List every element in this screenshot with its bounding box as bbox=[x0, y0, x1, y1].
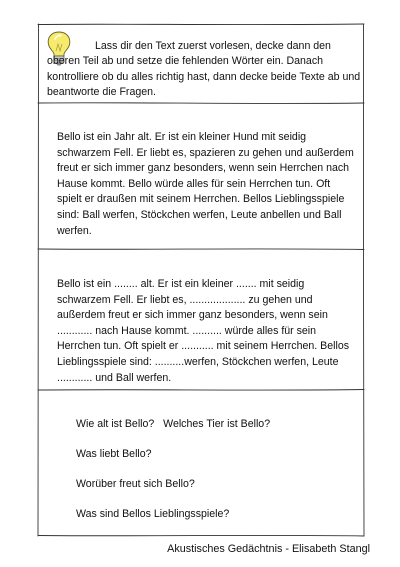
question-item: Was liebt Bello? bbox=[76, 448, 152, 460]
divider-3 bbox=[38, 390, 364, 391]
divider-1 bbox=[38, 103, 364, 104]
frame-top-border bbox=[38, 24, 364, 25]
divider-2 bbox=[38, 249, 364, 250]
story-gap-text: Bello ist ein ........ alt. Er ist ein kleiner ....... mit seidig schwarzem Fell. Er liebt es, ................... zu gehen und außerdem freut er sich immer ganz besonders, wenn sein ............ nach Hause kommt. .......... würde alles für sein Herrchen tun. Oft spielt er ........... mit seinem Herrchen. Bellos Lieblingsspiele sind: ..........werfen, Stöckchen werfen, Leute ............ und Ball werfen. bbox=[57, 278, 350, 384]
worksheet bbox=[37, 23, 365, 537]
frame-right-border bbox=[363, 24, 364, 536]
question-list bbox=[76, 418, 356, 538]
instruction-text: Lass dir den Text zuerst vorlesen, decke dann den oberen Teil ab und setze die fehlenden Wörter ein. Danach kontrolliere ob du alles richtig hast, dann decke beide Texte ab und beantworte die Fragen. bbox=[47, 40, 361, 99]
question-item: Wie alt ist Bello? Welches Tier ist Bello? bbox=[76, 418, 271, 430]
question-item: Worüber freut sich Bello? bbox=[76, 478, 195, 490]
frame-left-border bbox=[38, 24, 39, 536]
question-item: Was sind Bellos Lieblingsspiele? bbox=[76, 508, 230, 520]
story-full-text: Bello ist ein Jahr alt. Er ist ein kleiner Hund mit seidig schwarzem Fell. Er liebt es, spazieren zu gehen und außerdem freut er sich immer ganz besonders, wenn sein Herrchen nach Hause kommt. Bello würde alles für sein Herrchen tun. Oft spielt er draußen mit seinem Herrchen. Bellos Lieblingsspiele sind: Ball werfen, Stöckchen werfen, Leute anbellen und Ball werfen. bbox=[57, 131, 354, 237]
footer-credit: Akustisches Gedächtnis - Elisabeth Stangl bbox=[167, 543, 370, 555]
